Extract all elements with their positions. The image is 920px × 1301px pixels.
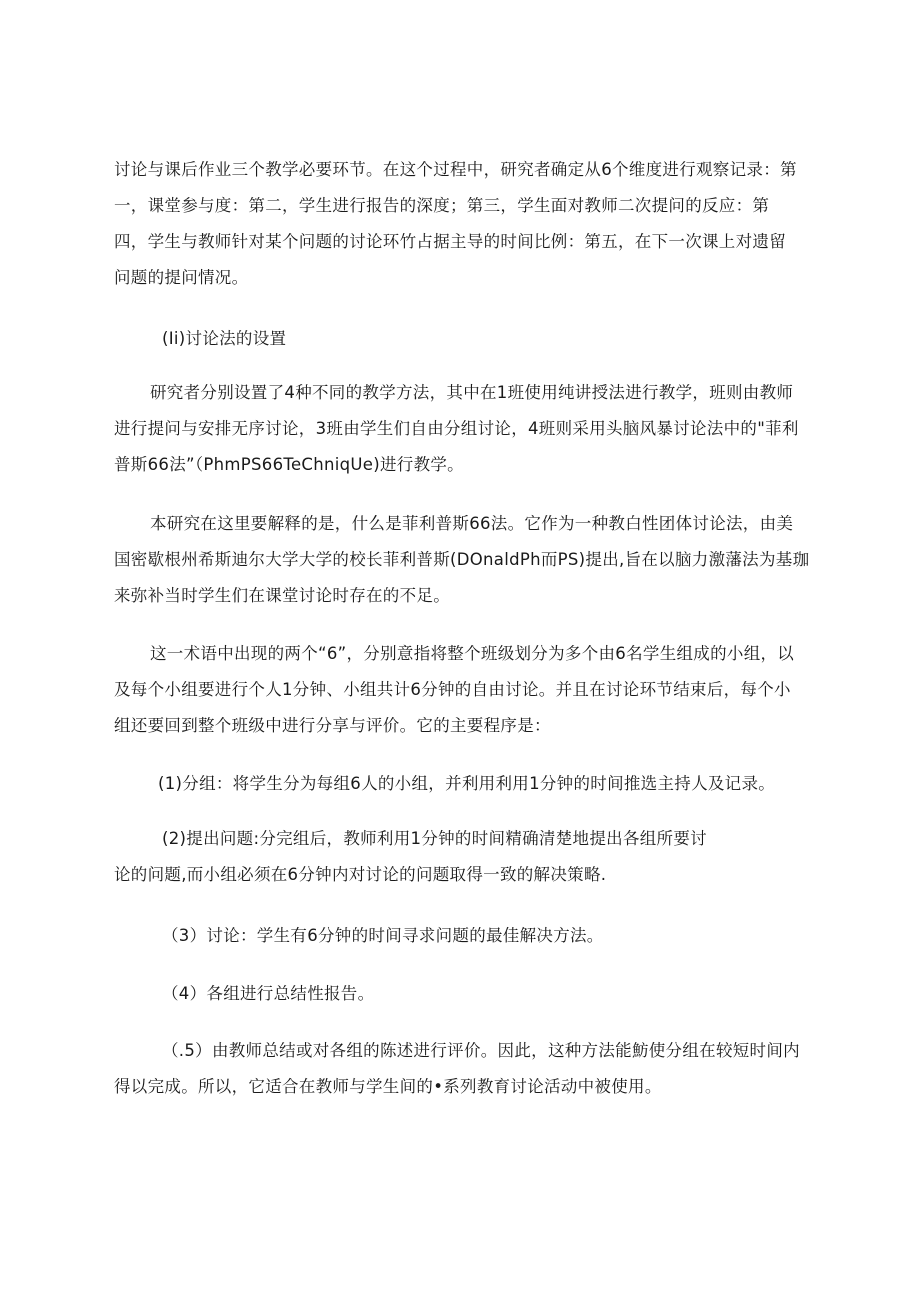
- procedure-step-2: [114, 821, 814, 893]
- text-line: 问题的提问情况。: [114, 268, 249, 287]
- text-line: 来弥补当时学生们在课堂讨论时存在的不足。: [114, 586, 450, 605]
- paragraph-observation-dimensions: [114, 152, 814, 296]
- text-line: 得以完成。所以，它适合在教师与学生间的•系列教育讨论活动中被使用。: [114, 1077, 662, 1096]
- paragraph-term-explanation: [114, 636, 814, 744]
- procedure-step-3: [114, 918, 814, 954]
- text-line: 研究者分别设置了4种不同的教学方法，其中在1班使用纯讲授法进行教学，班则由教师: [150, 383, 794, 402]
- text-line: 论的问题,而小组必须在6分钟内对讨论的问题取得一致的解决策略.: [114, 865, 607, 884]
- text-line: 普斯66法”（PhmPS66TeChniqUe)进行教学。: [114, 455, 464, 474]
- text-line: (1)分组：将学生分为每组6人的小组，并利用利用1分钟的时间推选主持人及记录。: [158, 774, 776, 793]
- text-line: （.5）由教师总结或对各组的陈述进行评价。因此，这种方法能魴使分组在较短时间内: [162, 1041, 800, 1060]
- text-line: 进行提问与安排无序讨论，3班由学生们自由分组讨论，4班则采用头脑风暴讨论法中的"菲利: [114, 419, 799, 438]
- text-line: 本研究在这里要解释的是，什么是菲利普斯66法。它作为一种教白性团体讨论法，由美: [150, 514, 794, 533]
- section-heading-discussion-setup: [114, 321, 814, 357]
- section-heading: (Ii)讨论法的设置: [162, 329, 287, 348]
- paragraph-phillips-66-definition: [114, 506, 814, 614]
- text-line: 国密歇根州希斯迪尔大学大学的校长菲利普斯(DOnaldPh而PS)提出,旨在以脑力激藩法为基珈: [114, 550, 810, 569]
- text-line: (2)提出问题:分完组后，教师利用1分钟的时间精确清楚地提出各组所要讨: [162, 829, 707, 848]
- text-line: 这一术语中出现的两个“6”，分别意指将整个班级划分为多个由6名学生组成的小组，以: [150, 644, 795, 663]
- text-line: （3）讨论：学生有6分钟的时间寻求问题的最佳解决方法。: [162, 926, 604, 945]
- text-line: 讨论与课后作业三个教学必要环节。在这个过程中，研究者确定从6个维度进行观察记录：第: [114, 160, 797, 179]
- text-line: 四，学生与教师针对某个问题的讨论环竹占据主导的时间比例：第五，在下一次课上对遗留: [114, 232, 786, 251]
- procedure-step-1: [114, 766, 814, 802]
- procedure-step-5: [114, 1033, 814, 1105]
- paragraph-teaching-methods: [114, 375, 814, 483]
- procedure-step-4: [114, 976, 814, 1012]
- text-line: 及每个小组要进行个人1分钟、小组共计6分钟的自由讨论。并且在讨论环节结束后，每个小: [114, 680, 791, 699]
- text-line: 组还要回到整个班级中进行分享与评价。它的主要程序是：: [114, 716, 551, 735]
- text-line: （4）各组进行总结性报告。: [162, 984, 375, 1003]
- text-line: 一，课堂参与度：第二，学生进行报告的深度；第三，学生面对教师二次提问的反应：第: [114, 196, 770, 215]
